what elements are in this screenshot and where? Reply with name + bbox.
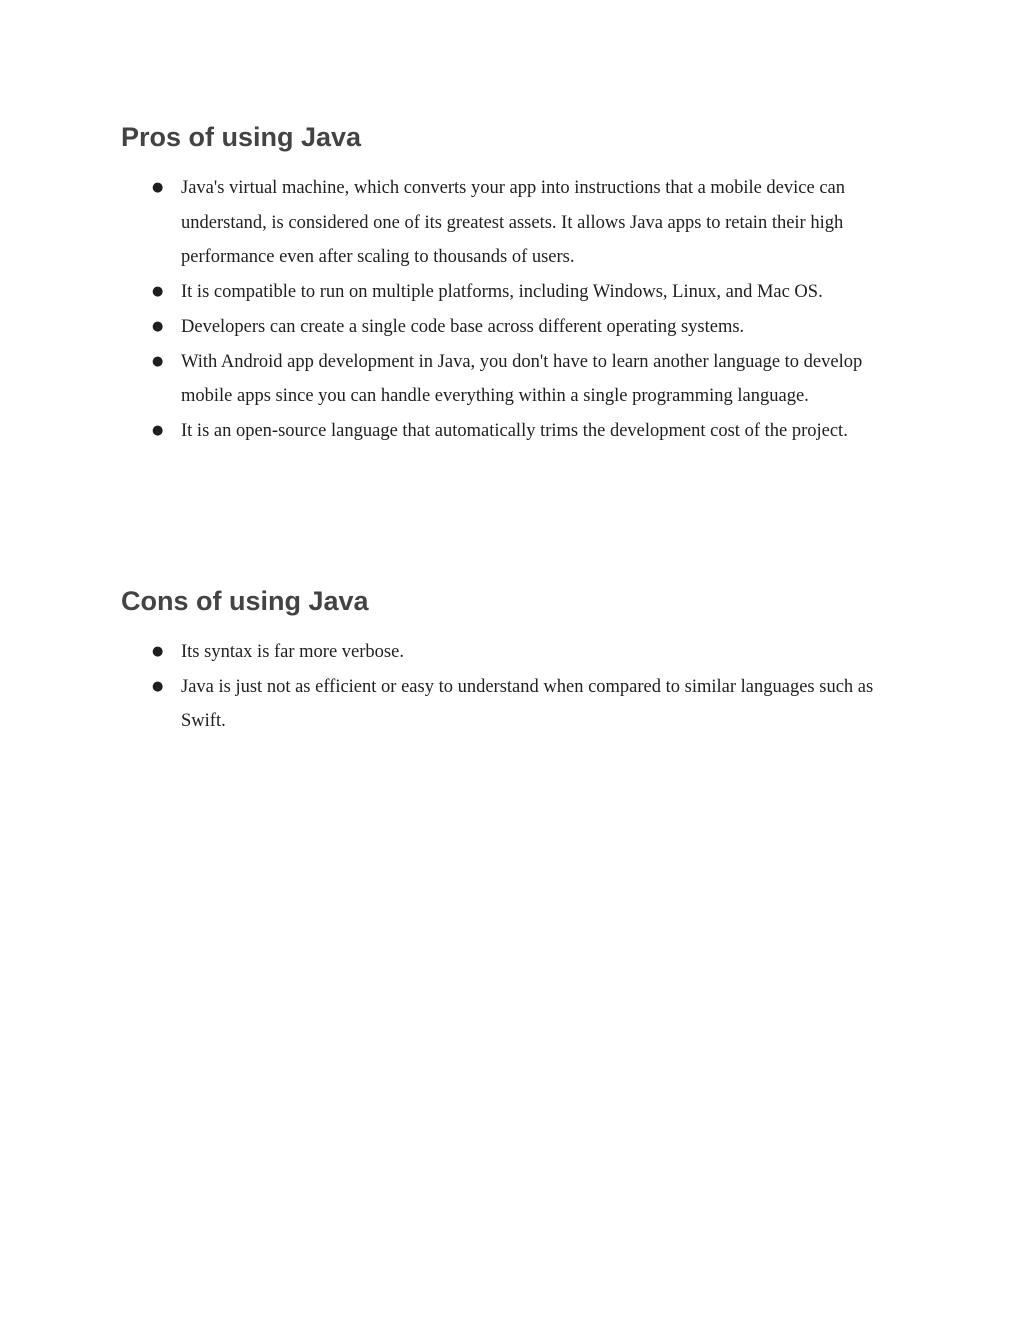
list-item-text: With Android app development in Java, you don't have to learn another language to develop mobile apps since you can handle everything within a single programming language. bbox=[181, 351, 863, 407]
list-item bbox=[121, 345, 911, 414]
list-item bbox=[121, 275, 911, 310]
list-item bbox=[121, 635, 911, 670]
list-item bbox=[121, 171, 911, 275]
bullet-icon: ● bbox=[152, 678, 164, 694]
list-item-text: Developers can create a single code base across different operating systems. bbox=[181, 316, 745, 337]
pros-list bbox=[121, 171, 911, 449]
bullet-icon: ● bbox=[152, 644, 164, 659]
list-item bbox=[121, 414, 911, 449]
bullet-icon: ● bbox=[152, 422, 164, 438]
list-item-text: Java's virtual machine, which converts your app into instructions that a mobile device can understand, is considered one of its greatest assets. It allows Java apps to retain their high performance even after scaling to thousands of users. bbox=[181, 178, 846, 268]
bullet-icon: ● bbox=[152, 284, 164, 300]
list-item-text: Its syntax is far more verbose. bbox=[181, 642, 404, 662]
pros-heading: Pros of using Java bbox=[121, 122, 362, 152]
list-item bbox=[121, 670, 911, 739]
cons-list bbox=[121, 635, 911, 739]
list-item-text: Java is just not as efficient or easy to understand when compared to similar languages such as Swift. bbox=[181, 676, 874, 732]
list-item-text: It is compatible to run on multiple platforms, including Windows, Linux, and Mac OS. bbox=[181, 282, 823, 303]
bullet-icon: ● bbox=[152, 318, 164, 334]
cons-heading: Cons of using Java bbox=[121, 586, 369, 616]
bullet-icon: ● bbox=[152, 180, 164, 195]
list-item-text: It is an open-source language that automatically trims the development cost of the project. bbox=[181, 420, 848, 441]
list-item bbox=[121, 310, 911, 345]
bullet-icon: ● bbox=[152, 353, 164, 369]
